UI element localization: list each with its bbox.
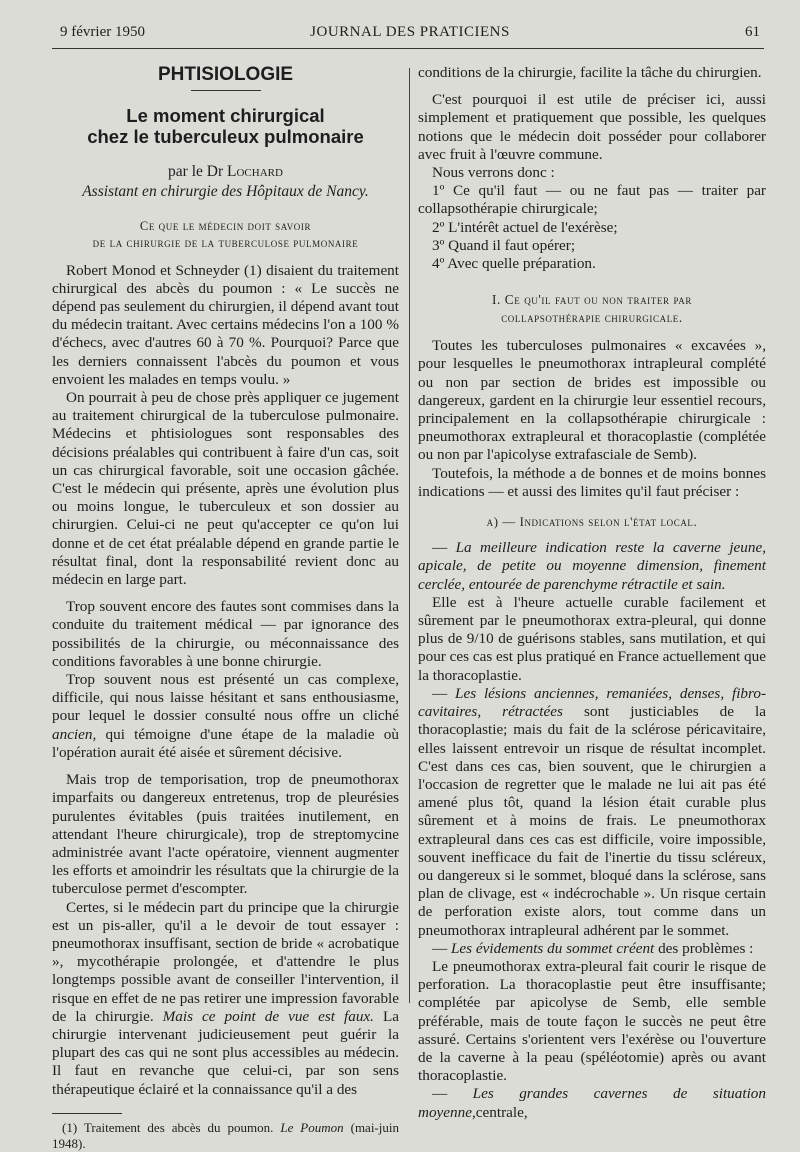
header-date: 9 février 1950 xyxy=(60,24,145,40)
paragraph: conditions de la chirurgie, facilite la tâche du chirurgien. xyxy=(418,64,762,81)
header-journal-title: JOURNAL DES PRATICIENS xyxy=(310,24,510,40)
outline-list xyxy=(418,182,766,273)
list-item: 2º L'intérêt actuel de l'exérèse; xyxy=(432,218,618,236)
running-header xyxy=(60,24,760,46)
paragraph: Toutefois, la méthode a de bonnes et de moins bonnes indications — et aussi des limites qu'il faut préciser : xyxy=(418,464,766,500)
paragraph: Nous verrons donc : xyxy=(432,164,555,182)
author-name: Lochard xyxy=(227,163,283,181)
left-column xyxy=(52,64,399,1152)
paragraph: — Les grandes cavernes de situation moyenne,centrale, xyxy=(418,1085,766,1121)
list-item: 4º Avec quelle préparation. xyxy=(432,255,596,273)
paragraph xyxy=(418,539,766,594)
header-rule xyxy=(52,48,764,49)
paragraph: Toutes les tuberculoses pulmonaires « excavées », pour lesquelles le pneumothorax intrapleural complété ou non par section de brides est impossible ou dangereux, gardent en la chirurgie leur essentiel recours, principalement en la collapsothérapie chirurgicale : pneumothorax extrapleural et thoracoplastie (complétée ou non par l'apicolyse extrafasciale de Semb). xyxy=(418,337,766,464)
text-run: Trop souvent nous est présenté un cas complexe, difficile, qui nous laisse hésitant et sans enthousiasme, pour lequel le dossier consulté nous offre un cliché xyxy=(52,671,399,725)
header-page-number: 61 xyxy=(745,24,760,40)
article-title xyxy=(52,105,399,147)
subhead-line2: de la chirurgie de la tuberculose pulmonaire xyxy=(92,235,359,250)
paragraph: C'est pourquoi il est utile de préciser ici, aussi simplement et pratiquement que possible, les quelques notions que le médecin doit posséder pour collaborer avec fruit à l'œuvre commune. xyxy=(418,91,766,163)
paragraph: Elle est à l'heure actuelle curable facilement et sûrement par le pneumothorax extra-pleural, qui donne plus de 9/10 de guérisons stables, sans mutilation, et qui pour ces cas est plus pratiqué en France actuellement que la thoracoplastie. xyxy=(418,593,766,684)
byline xyxy=(52,163,399,181)
text-run: qui témoigne d'une étape de la maladie où l'opération aurait été aisée et sûrement décisive. xyxy=(52,725,399,761)
right-column xyxy=(418,64,766,1122)
heading-line1: I. Ce qu'il faut ou non traiter par xyxy=(492,292,692,308)
paragraph: — Les lésions anciennes, remaniées, denses, fibro-cavitaires, rétractées sont justiciables de la thoracoplastie; mais du fait de la sclérose péricavitaire, elles laissent entrevoir un risque de résultat incomplet. C'est dans ces cas, bien souvent, que le chirurgien a l'occasion de regretter que le malade ne lui ait pas été amené plus tôt, quand la lésion était curable plus sûrement et à moins de frais. Le pneumothorax extrapleural dans ces cas est difficile, voire impossible, souvent inefficace du fait de l'inertie du tissu scléreux, ou dangereux si le sommet, bloqué dans la sclérose, sans plan de clivage, est « indécrochable ». Un risque certain de perforation existe alors, tout comme dans un pneumothorax intrapleural adhérent par le sommet. xyxy=(418,684,767,939)
italic-run: Mais ce point de vue est faux. xyxy=(162,1007,374,1025)
text-run: des problèmes : xyxy=(658,939,754,957)
dash: — xyxy=(432,539,448,557)
paragraph: Robert Monod et Schneyder (1) disaient du traitement chirurgical des abcès du poumon : « Le succès ne dépend pas seulement du chirurgien, il dépend avant tout du médecin traitant. Avec certains médecins l'on a 100 % d'échecs, avec d'autres 60 à 70 %. Pourquoi? Parce que les derniers connaissent l'abcès du poumon et vous envoient les malades en temps voulu. » xyxy=(52,261,399,388)
paragraph: Mais trop de temporisation, trop de pneumothorax imparfaits ou dangereux entretenus, trop de pleurésies purulentes évitables (puis traitées inutilement, en attendant l'heure chirurgicale), trop de streptomycine administrée avant l'acte opératoire, viennent augmenter les efforts et amoindrir les résultats que la chirurgie de la tuberculose permet d'escompter. xyxy=(52,771,399,898)
text-run: Certes, si le médecin part du principe que la chirurgie est un pis-aller, qu'il a le devoir de tout essayer : pneumothorax insuffisant, section de bride « acrobatique », mycothérapie prolongée, et d'attendre le plus longtemps possible avant de conseiller l'intervention, il risque en effet de ne pas retirer une impression favorable de la chirurgie. xyxy=(52,898,399,1025)
article-title-line2: chez le tuberculeux pulmonaire xyxy=(87,126,364,148)
section-title: PHTISIOLOGIE xyxy=(157,64,294,85)
section-heading-1 xyxy=(418,291,766,327)
text-run: (mai-juin 1948). xyxy=(52,1119,399,1151)
italic-run: Le Poumon xyxy=(280,1119,344,1135)
italic-run: Les lésions anciennes, remaniées, denses, fibro-cavitaires, rétractées xyxy=(418,684,767,721)
article-subhead xyxy=(52,218,399,252)
list-item: 1º Ce qu'il faut — ou ne faut pas — traiter par collapsothérapie chirurgicale; xyxy=(418,182,766,218)
author-affiliation: Assistant en chirurgie des Hôpitaux de Nancy. xyxy=(82,183,369,201)
paragraph xyxy=(52,671,399,762)
heading-line2: collapsothérapie chirurgicale. xyxy=(501,310,683,326)
paragraph: — Les évidements du sommet créent des problèmes : xyxy=(432,939,754,957)
paragraph: Le pneumothorax extra-pleural fait courir le risque de perforation. La thoracoplastie peut être insuffisante; complétée par apicolyse de Semb, elle semble préférable, mais de toute façon le succès ne peut être assuré. Certains s'orientent vers l'exérèse ou l'ouverture de la caverne à la peau (spéléotomie) après ou avant thoracoplastie. xyxy=(418,957,766,1085)
subsection-heading-a: a) — Indications selon l'état local. xyxy=(486,515,698,530)
subhead-line1: Ce que le médecin doit savoir xyxy=(139,218,312,233)
text-run: centrale, xyxy=(475,1103,528,1121)
column-divider xyxy=(409,68,410,1003)
paragraph: On pourrait à peu de chose près appliquer ce jugement au traitement chirurgical de la tuberculose pulmonaire. Médecins et phtisiologues sont responsables des décisions préalables qui contribuent à faire d'un cas, soit un cas chirurgical favorable, soit une occasion gâchée. C'est le médecin qui présente, après une évolution plus ou moins longue, le tuberculeux et son dossier au chirurgien. Celui-ci ne peut qu'accepter ce qu'on lui donne et de cet état préalable dépend en grande partie le résultat final, dont la responsabilité revient donc au médecin en large part. xyxy=(52,389,399,589)
title-rule xyxy=(191,90,261,91)
italic-run: La meilleure indication reste la caverne jeune, apicale, de petite ou moyenne dimension, finement cerclée, entourée de parenchyme rétractile et sain. xyxy=(418,539,767,593)
byline-prefix: par le Dr xyxy=(168,163,224,181)
text-run: La chirurgie intervenant judicieusement peut guérir la plupart des cas qui ne sont plus accessibles au médecin. Il faut en revanche que celui-ci, par son sens thérapeutique éclairé et la connaissance qu'il a des xyxy=(52,1007,400,1098)
italic-run: ancien, xyxy=(52,725,97,743)
footnote xyxy=(52,1120,399,1152)
text-run: sont justiciables de la thoracoplastie; mais du fait de la sclérose péricavitaire, elles laissent entrevoir un risque de résultat incomplet. C'est dans ces cas, bien souvent, que le chirurgien a l'occasion de regretter que le malade ne lui ait pas été amené plus tôt, quand la lésion était curable plus sûrement et à moins de frais. Le pneumothorax extrapleural dans ces cas est difficile, voire impossible, souvent inefficace du fait de l'inertie du tissu scléreux, ou dangereux si le sommet, bloqué dans la sclérose, sans plan de clivage, est « indécrochable ». Un risque certain de perforation existe alors, tout comme dans un pneumothorax intrapleural adhérent par le sommet. xyxy=(418,703,766,939)
paragraph: Trop souvent encore des fautes sont commises dans la conduite du traitement médical — par ignorance des possibilités de la chirurgie, ou méconnaissance des conditions favorables à une bonne chirurgie. xyxy=(52,598,399,670)
article-title-line1: Le moment chirurgical xyxy=(126,105,325,127)
italic-run: Les grandes cavernes de situation moyenne, xyxy=(418,1085,766,1121)
paragraph xyxy=(52,899,399,1099)
list-item: 3º Quand il faut opérer; xyxy=(432,236,576,254)
footnote-rule xyxy=(52,1113,122,1114)
text-run: (1) Traitement des abcès du poumon. xyxy=(62,1119,274,1135)
italic-run: Les évidements du sommet créent xyxy=(450,939,655,957)
